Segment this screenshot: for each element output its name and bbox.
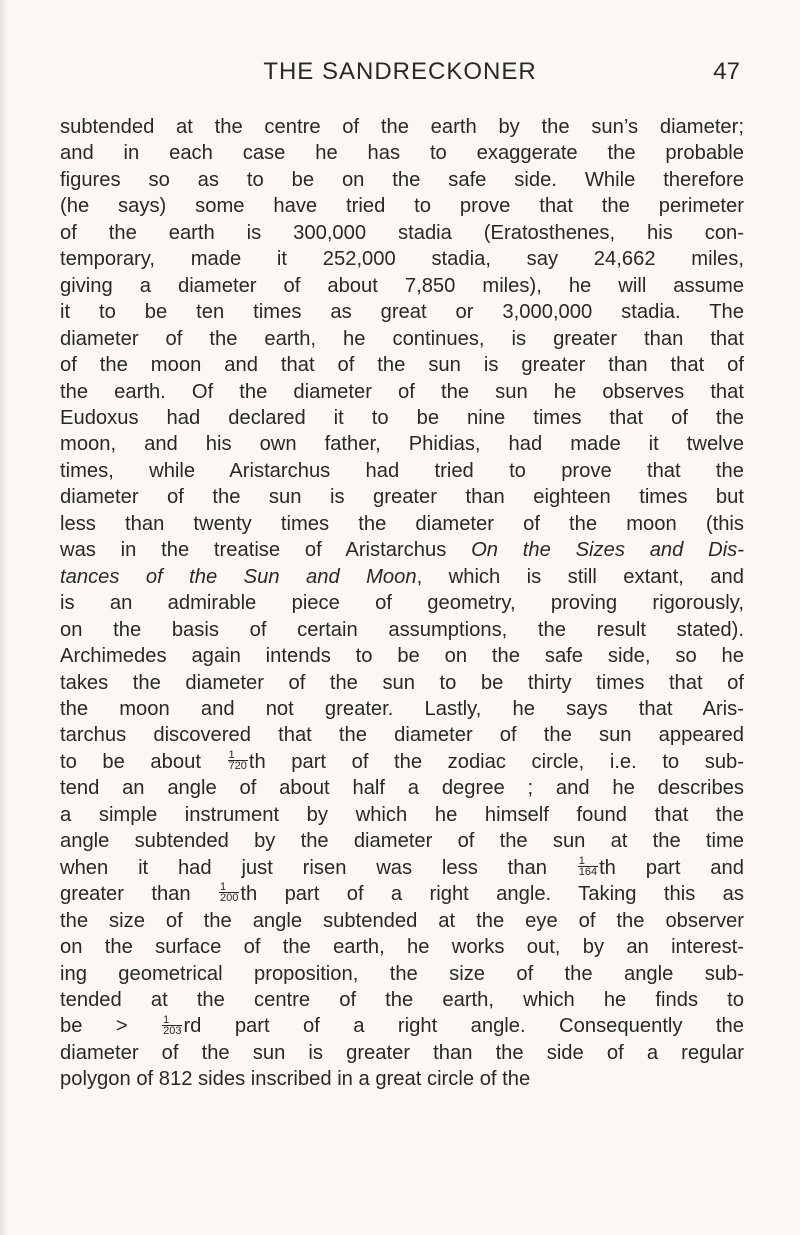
text-line: a simple instrument by which he himself found that the <box>60 803 744 826</box>
text-line <box>60 749 744 775</box>
page-number: 47 <box>713 58 740 85</box>
fraction-numerator: 1 <box>162 1015 182 1026</box>
text-line: of the earth is 300,000 stadia (Eratosthenes, his con- <box>60 221 744 244</box>
text-line: temporary, made it 252,000 stadia, say 24,662 miles, <box>60 248 744 271</box>
text-line: is an admirable piece of geometry, proving rigorously, <box>60 592 744 615</box>
text-line: the earth. Of the diameter of the sun he observes that <box>60 380 744 403</box>
text-line: (he says) some have tried to prove that the perimeter <box>60 195 744 218</box>
text-run: greater than <box>60 883 218 906</box>
text-line: Archimedes again intends to be on the safe side, so he <box>60 645 744 668</box>
text-line <box>60 537 744 563</box>
text-line: polygon of 812 sides inscribed in a great circle of the <box>60 1068 531 1091</box>
text-run: to be about <box>60 750 227 773</box>
text-line: figures so as to be on the safe side. While therefore <box>60 168 744 191</box>
text-line: and in each case he has to exaggerate the probable <box>60 142 744 165</box>
text-line: diameter of the sun is greater than eighteen times but <box>60 486 744 509</box>
text-line: of the moon and that of the sun is greater than that of <box>60 354 744 377</box>
text-line: the moon and not greater. Lastly, he says that Aris- <box>60 697 744 720</box>
fraction-denominator: 164 <box>578 865 598 878</box>
fraction-1-203 <box>162 1015 182 1036</box>
text-line <box>60 855 744 881</box>
text-line: on the surface of the earth, he works out, by an interest- <box>60 936 744 959</box>
text-line: on the basis of certain assumptions, the result stated). <box>60 618 744 641</box>
text-line: tended at the centre of the earth, which he finds to <box>60 988 744 1011</box>
text-line: giving a diameter of about 7,850 miles), he will assume <box>60 274 744 297</box>
text-line: subtended at the centre of the earth by the sun’s diameter; <box>60 116 744 138</box>
text-line: diameter of the sun is greater than the side of a regular <box>60 1041 744 1064</box>
fraction-numerator: 1 <box>219 882 239 893</box>
text-line: it to be ten times as great or 3,000,000 stadia. The <box>60 301 744 324</box>
fraction-1-720 <box>228 750 248 771</box>
text-line <box>60 881 744 907</box>
text-line: takes the diameter of the sun to be thirty times that of <box>60 671 744 694</box>
text-line: tarchus discovered that the diameter of the sun appeared <box>60 724 744 747</box>
text-line: ing geometrical proposition, the size of the angle sub- <box>60 962 744 985</box>
text-run: th part of the zodiac circle, i.e. to sub- <box>248 750 744 773</box>
body-paragraph <box>60 114 744 1093</box>
fraction-1-200 <box>219 882 239 903</box>
running-title: THE SANDRECKONER <box>263 58 537 85</box>
text-line: less than twenty times the diameter of the moon (this <box>60 512 744 535</box>
text-line: angle subtended by the diameter of the sun at the time <box>60 830 744 853</box>
text-line <box>60 1013 744 1039</box>
fraction-1-164 <box>578 856 598 877</box>
fraction-denominator: 720 <box>228 760 247 773</box>
text-line: Eudoxus had declared it to be nine times that of the <box>60 406 744 429</box>
text-line <box>60 564 744 590</box>
text-run: th part of a right angle. Taking this as <box>240 883 744 906</box>
text-line: the size of the angle subtended at the eye of the observer <box>60 909 744 932</box>
text-run: be > <box>60 1015 162 1038</box>
text-run: rd part of a right angle. Consequently the <box>183 1015 744 1038</box>
book-title-italic: tances of the Sun and Moon <box>60 565 417 588</box>
text-line: diameter of the earth, he continues, is greater than that <box>60 327 744 350</box>
fraction-numerator: 1 <box>578 856 598 867</box>
text-run: was in the treatise of Aristarchus <box>60 539 472 562</box>
text-line: moon, and his own father, Phidias, had made it twelve <box>60 433 744 456</box>
text-run: th part and <box>599 856 744 879</box>
book-title-italic: On the Sizes and Dis- <box>471 539 745 562</box>
text-line: tend an angle of about half a degree ; and he describes <box>60 777 744 800</box>
fraction-denominator: 200 <box>220 892 239 905</box>
page-gutter-shadow <box>0 0 8 1235</box>
text-run: when it had just risen was less than <box>60 856 577 879</box>
running-head <box>60 58 740 98</box>
fraction-denominator: 203 <box>163 1024 182 1037</box>
text-line: times, while Aristarchus had tried to prove that the <box>60 459 744 482</box>
fraction-numerator: 1 <box>228 750 248 761</box>
text-run: , which is still extant, and <box>416 565 744 588</box>
